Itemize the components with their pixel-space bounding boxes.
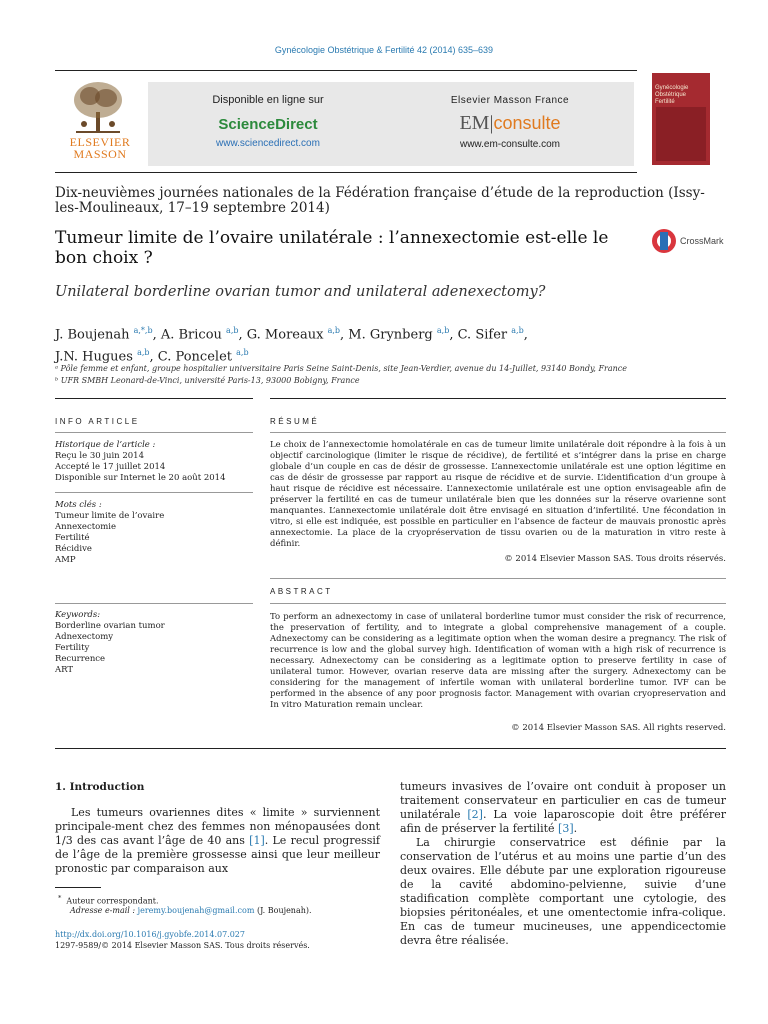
keyword-item: Borderline ovarian tumor bbox=[55, 621, 165, 631]
author-sup[interactable]: a,b bbox=[327, 326, 341, 335]
elsevier-logo bbox=[58, 76, 142, 168]
journal-reference[interactable]: Gynécologie Obstétrique & Fertilité 42 (2014) 635–639 bbox=[274, 45, 494, 55]
citation-link[interactable]: [3] bbox=[558, 822, 574, 835]
keywords-en-label: Keywords: bbox=[55, 610, 101, 620]
author-sup[interactable]: a,b bbox=[236, 348, 249, 358]
sciencedirect-label: Disponible en ligne sur bbox=[212, 94, 324, 106]
history-online: Disponible sur Internet le 20 août 2014 bbox=[55, 473, 226, 483]
cover-title: Gynécologie Obstétrique Fertilité bbox=[655, 85, 689, 105]
footnote-star: * bbox=[58, 894, 62, 902]
info-article-heading: INFO ARTICLE bbox=[55, 417, 140, 426]
author-name[interactable]: C. Sifer bbox=[457, 327, 508, 343]
issn-line: 1297-9589/© 2014 Elsevier Masson SAS. Tous droits réservés. bbox=[55, 941, 310, 950]
em-label: Elsevier Masson France bbox=[450, 95, 570, 106]
tree-icon bbox=[68, 78, 128, 134]
resume-heading: RÉSUMÉ bbox=[270, 417, 320, 426]
cover-image bbox=[656, 107, 706, 161]
author-name[interactable]: M. Grynberg bbox=[348, 327, 433, 343]
logo-line-1: ELSEVIER bbox=[69, 135, 131, 149]
doi-link[interactable]: http://dx.doi.org/10.1016/j.gyobfe.2014.07.027 bbox=[55, 930, 245, 939]
keyword-item: Annexectomie bbox=[55, 522, 117, 532]
resume-rule bbox=[270, 398, 726, 399]
keyword-item: Adnexectomy bbox=[55, 632, 114, 642]
info-subrule bbox=[55, 432, 253, 433]
resume-text: Le choix de l’annexectomie homolatérale en cas de tumeur limite unilatérale doit répondre à la fois à un objectif carcinologique (limiter le risque de récidive), de fertilité et s’intégrer dans la prise en charge globale d’un couple en cas de désir de grossesse. L’annexectomie unilatérale est une option légitime en cas de désir de grossesse par rapport au risque de récidive et de survie. L’identification d’un groupe à haut risque de récidive est nécessaire. L’annexectomie unilatérale est une option envisageable afin de préserver la fertilité en cas de tumeur unilatérale bien que les données sur la réserve ovarienne sont manquantes. L’annexectomie unilatérale doit être envisagé en situation d’infertilité. Une fécondation in vitro, si elle est indiquée, est possible en particulier en l’absence de facteur de mauvais pronostic après annexectomie. La place de la cryopréservation de tissu ovarien ou de la maturation in vitro reste à définir. bbox=[270, 440, 726, 549]
conference-line: Dix-neuvièmes journées nationales de la Fédération française d’étude de la reproduction (Issy-les-Moulineaux, 17–19 septembre 2014) bbox=[55, 185, 705, 216]
sciencedirect-url[interactable]: www.sciencedirect.com bbox=[216, 138, 320, 149]
author-name[interactable]: G. Moreaux bbox=[246, 327, 324, 343]
crossmark-icon bbox=[652, 229, 676, 253]
abstract-rule bbox=[270, 578, 726, 579]
keywords-fr bbox=[55, 500, 253, 566]
abstract-heading: ABSTRACT bbox=[270, 587, 333, 596]
keyword-item: ART bbox=[55, 665, 74, 675]
crossmark-badge[interactable] bbox=[652, 229, 732, 255]
intro-text-1: Les tumeurs ovariennes dites « limite » surviennent principale-ment chez des femmes non ménopausées dont 1/3 des cas avant l’âge de 40 ans bbox=[55, 806, 380, 847]
crossmark-label: CrossMark bbox=[680, 236, 724, 246]
email-link[interactable]: jeremy.boujenah@gmail.com bbox=[137, 906, 255, 915]
author-sup[interactable]: a,b bbox=[137, 348, 150, 358]
article-title: Tumeur limite de l’ovaire unilatérale : l’annexectomie est-elle le bon choix ? bbox=[55, 228, 609, 268]
article-history bbox=[55, 440, 253, 484]
author-sup[interactable]: a,b bbox=[511, 326, 524, 335]
resume-subrule bbox=[270, 432, 726, 433]
intro-text-2: . Le recul progressif de l’âge de la première grossesse ainsi que leur meilleur pronostic par comparaison aux bbox=[55, 834, 380, 875]
author-sup[interactable]: a,b bbox=[226, 326, 239, 335]
author-name[interactable]: A. Bricou bbox=[160, 327, 222, 343]
keywords-en-rule bbox=[55, 603, 253, 604]
footnote-author-note: Auteur correspondant. bbox=[66, 896, 159, 906]
intro-text-3: tumeurs invasives de l’ovaire ont conduit à proposer un traitement conservateur en particulier en cas de tumeur unilatérale bbox=[400, 780, 726, 821]
header-rule-top bbox=[55, 70, 637, 71]
elsevier-logo-text bbox=[58, 136, 142, 160]
intro-text-5: . bbox=[573, 822, 578, 835]
author-name[interactable]: C. Poncelet bbox=[157, 349, 232, 365]
keyword-item: Recurrence bbox=[55, 654, 106, 664]
affiliation-b: ᵇ UFR SMBH Leonard-de-Vinci, université Paris-13, 93000 Bobigny, France bbox=[55, 376, 360, 385]
em-consulte-brand[interactable] bbox=[420, 112, 600, 135]
em-brand-em: EM bbox=[459, 112, 490, 134]
introduction-heading: 1. Introduction bbox=[55, 781, 145, 793]
sciencedirect-brand[interactable]: ScienceDirect bbox=[218, 116, 318, 133]
citation-link[interactable]: [1] bbox=[249, 834, 265, 847]
history-rule bbox=[55, 492, 253, 493]
logo-line-2: MASSON bbox=[73, 147, 127, 161]
history-received: Reçu le 30 juin 2014 bbox=[55, 451, 144, 461]
email-owner: (J. Boujenah). bbox=[256, 906, 312, 915]
em-consulte-url[interactable]: www.em-consulte.com bbox=[459, 139, 561, 150]
citation-link[interactable]: [2] bbox=[467, 808, 483, 821]
author-sup[interactable]: a,b bbox=[436, 326, 450, 335]
history-accepted: Accepté le 17 juillet 2014 bbox=[55, 462, 166, 472]
front-matter-rule bbox=[55, 748, 726, 749]
footnote-email bbox=[70, 905, 390, 916]
journal-cover[interactable] bbox=[652, 73, 710, 165]
info-rule bbox=[55, 398, 253, 399]
article-subtitle: Unilateral borderline ovarian tumor and unilateral adenexectomy? bbox=[55, 284, 546, 300]
keyword-item: Fertilité bbox=[55, 533, 90, 543]
introduction-right-paragraph-1 bbox=[400, 780, 726, 836]
introduction-right-paragraph-2: La chirurgie conservatrice est définie par la conservation de l’utérus et au moins une partie d’un des deux ovaires. Elle débute par une exploration rigoureuse de la cavité abdomino-pelvienne, suivie d’une stadification complète comportant une cytologie, des biopsies péritonéales, et une omentectomie infra-colique. En cas de tumeur mucineuses, une appendicectomie devra être réalisée. bbox=[400, 836, 726, 947]
abstract-copyright: © 2014 Elsevier Masson SAS. All rights reserved. bbox=[511, 723, 726, 733]
author-name[interactable]: J.N. Hugues bbox=[55, 349, 133, 365]
abstract-subrule bbox=[270, 603, 726, 604]
keywords-fr-label: Mots clés : bbox=[55, 500, 102, 510]
keyword-item: Fertility bbox=[55, 643, 90, 653]
keyword-item: Récidive bbox=[55, 544, 92, 554]
header-rule-bottom bbox=[55, 172, 637, 173]
em-brand-consulte: consulte bbox=[493, 113, 561, 133]
em-brand-separator: | bbox=[489, 112, 494, 134]
keyword-item: Tumeur limite de l’ovaire bbox=[55, 511, 165, 521]
abstract-text: To perform an adnexectomy in case of unilateral borderline tumor must consider the risk of recurrence, the preservation of fertility, and to integrate a global comprehensive management of a couple. Adnexectomy can be considering as a legitimate option when the woman desire a pregnancy. The risk of recurrence is low and the global survey high. Identification of woman with a high risk of recurrence is necessary. Adnexectomy can be considering as a legitimate option to preserve fertility in case of unilateral tumor. However, ovarian reserve data are missing after the surgery. Adnexectomy can be considering for the management of infertile woman with unilateral borderline tumor. IVF can be performed in the absence of any poor prognosis factor. Management with ovarian cryopreservation and In vitro Maturation remain unclear. bbox=[270, 612, 726, 710]
history-label: Historique de l’article : bbox=[55, 440, 156, 450]
affiliation-a: ᵃ Pôle femme et enfant, groupe hospitalier universitaire Paris Seine Saint-Denis, site Jean-Verdier, avenue du 14-Juillet, 93140 Bondy, France bbox=[55, 364, 628, 373]
footnote-rule bbox=[55, 887, 101, 888]
author-name[interactable]: J. Boujenah bbox=[55, 327, 130, 343]
introduction-left-paragraph bbox=[55, 806, 380, 876]
crossmark-icon-mark bbox=[660, 232, 668, 250]
author-list: J. Boujenah $^{a,*,b}$, A. Bricou $^{a,b}$, G. Moreaux $^{a,b}$, M. Grynberg $^{a,b}$, C. Sifer $^{a,b}$, J.N. Hugues $^{a,b}$, C. Poncelet $^{a,b}$ bbox=[55, 326, 528, 365]
intro-text-4: . La voie laparoscopie doit être préférer afin de préserver la fertilité bbox=[400, 808, 726, 835]
resume-copyright: © 2014 Elsevier Masson SAS. Tous droits réservés. bbox=[504, 554, 726, 564]
keyword-item: AMP bbox=[55, 555, 76, 565]
author-sup[interactable]: a,*,b bbox=[133, 326, 153, 335]
keywords-en bbox=[55, 610, 253, 676]
email-label: Adresse e-mail : bbox=[70, 906, 136, 915]
